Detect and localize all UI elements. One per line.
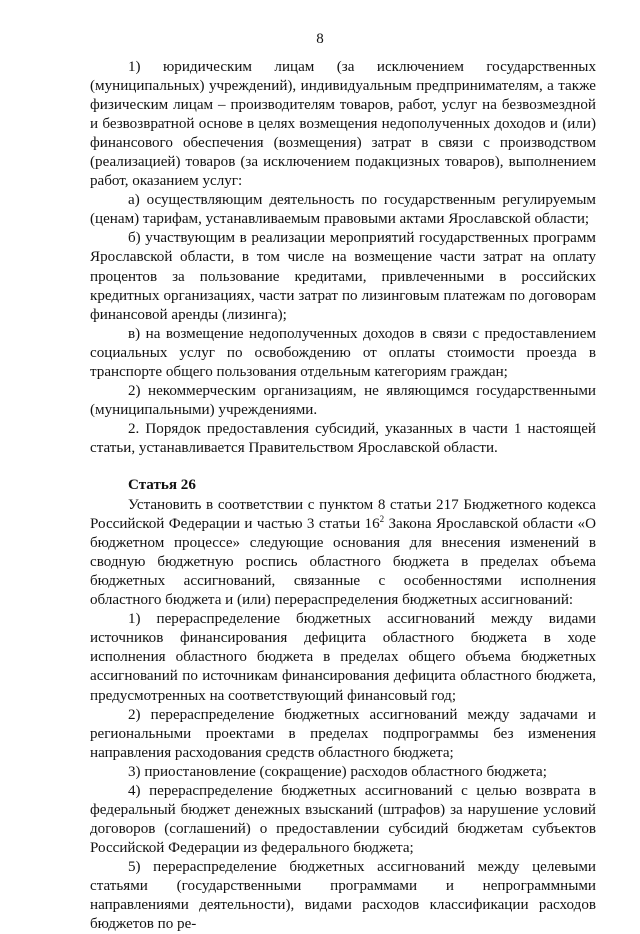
article-26-intro-text-continued: Закона Ярославской области «О бюджетном процессе» следующие основания для внесения изменений в сводную бюджетную роспись областного бюджета в пределах объема бюджетных ассигнований, связанные с особенностями исполнения областного бюджета и (или) перераспределения бюджетных ассигнований: [90,516,596,609]
article-26-item-3: 3) приостановление (сокращение) расходов областного бюджета; [128,763,547,780]
paragraph-subitem-a: а) осуществляющим деятельность по государственным регулируемым (ценам) тарифам, устанавливаемым правовыми актами Ярославской области; [90,192,596,228]
paragraph-item-1-legal-entities: 1) юридическим лицам (за исключением государственных (муниципальных) учреждений), индивидуальным предпринимателям, а также физическим лицам – производителям товаров, работ, услуг на безвозмездной и безвозвратной основе в целях возмещения недополученных доходов и (или) финансового обеспечения (возмещения) затрат в связи с производством (реализацией) товаров (за исключением подакцизных товаров), выполнением работ, оказанием услуг: [90,59,596,190]
article-26-item-2: 2) перераспределение бюджетных ассигнований между задачами и региональными проектами в пределах подпрограммы без изменения направления расходования средств областного бюджета; [90,706,596,761]
article-26-intro-superscript: 2 [379,514,385,525]
paragraph-subitem-b: б) участвующим в реализации мероприятий государственных программ Ярославской области, в том числе на возмещение части затрат на оплату процентов за пользование кредитами, привлеченными в российских кредитных организациях, части затрат по лизинговым платежам по договорам финансовой аренды (лизинга); [90,230,596,323]
document-body [90,58,596,934]
article-26-intro-text: Установить в соответствии с пунктом 8 статьи 217 Бюджетного кодекса Российской Федерации и частью 3 статьи 16 [90,497,596,533]
article-26-heading: Статья 26 [128,476,196,493]
page-number: 8 [316,31,324,47]
paragraph-item-2-nonprofits: 2) некоммерческим организациям, не являющимся государственными (муниципальными) учреждениями. [90,382,596,418]
article-26-item-5: 5) перераспределение бюджетных ассигнований между целевыми статьями (государственными программами и непрограммными направлениями деятельности), видами расходов классификации расходов бюджетов по ре- [90,858,596,933]
article-26-intro [90,496,596,610]
article-26-item-1: 1) перераспределение бюджетных ассигнований между видами источников финансирования дефицита областного бюджета в ходе исполнения областного бюджета в пределах общего объема бюджетных ассигнований по источникам финансирования дефицита областного бюджета, предусмотренных на соответствующий финансовый год; [90,611,596,704]
article-26-item-4: 4) перераспределение бюджетных ассигнований с целью возврата в федеральный бюджет денежных взысканий (штрафов) за нарушение условий договоров (соглашений) о предоставлении субсидий бюджетам субъектов Российской Федерации из федерального бюджета; [90,782,596,856]
paragraph-subitem-v: в) на возмещение недополученных доходов в связи с предоставлением социальных услуг по освобождению от оплаты стоимости проезда в транспорте общего пользования отдельным категориям граждан; [90,325,596,380]
paragraph-part-2-procedure: 2. Порядок предоставления субсидий, указанных в части 1 настоящей статьи, устанавливается Правительством Ярославской области. [90,420,596,456]
